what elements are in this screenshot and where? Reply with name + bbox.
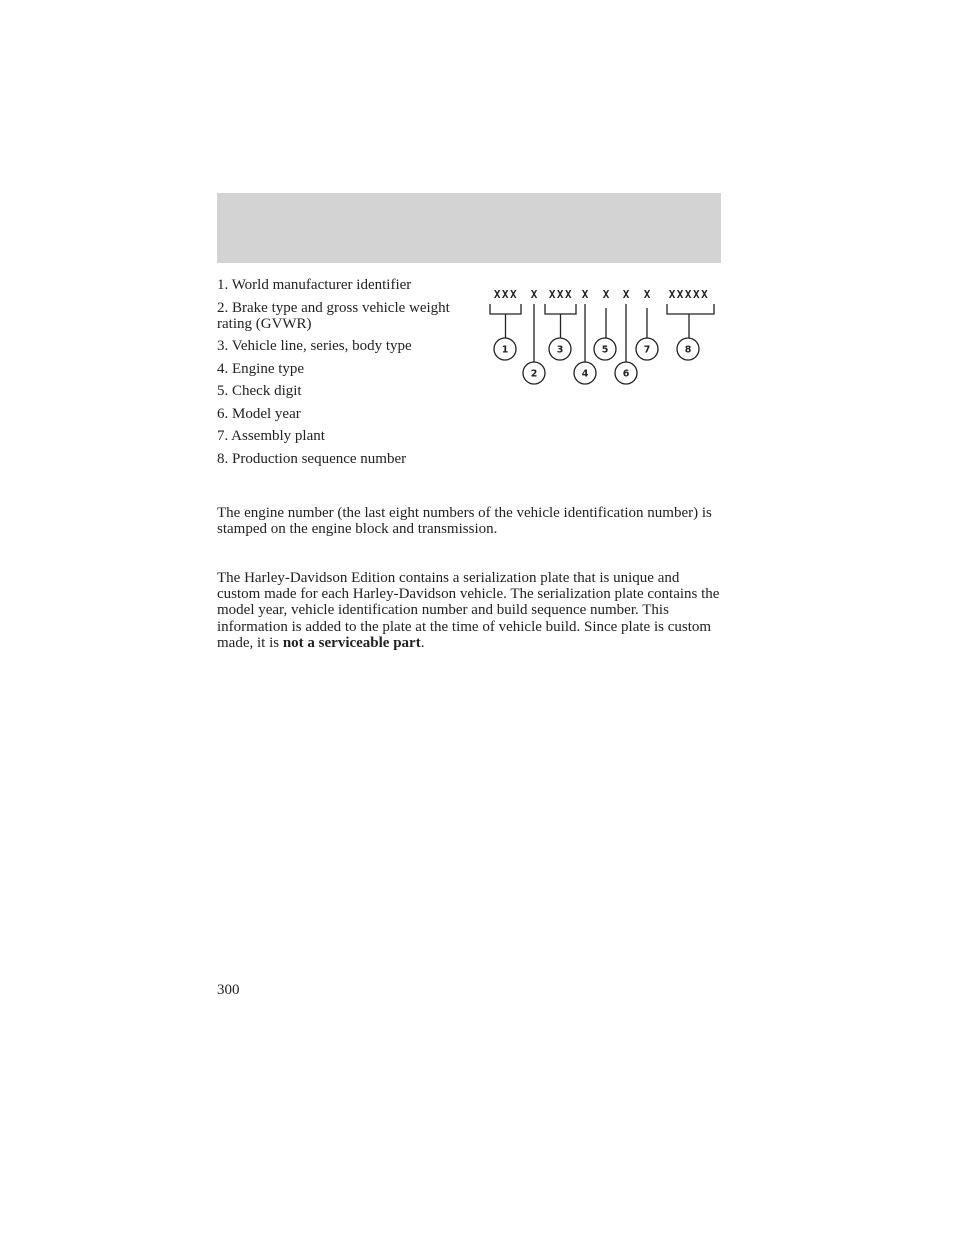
bracket-8 [667, 304, 714, 338]
bracket-1 [490, 304, 521, 338]
vin-group-5: X [602, 288, 610, 301]
legend-item: 4. Engine type [217, 360, 305, 377]
vin-group-8: XXXXX [668, 288, 710, 301]
callout-number-1: 1 [501, 344, 509, 356]
vin-group-1: XXX [493, 288, 519, 301]
engine-number-text: The engine number (the last eight numbers of the vehicle identification number) is stamped on the engine block and transmission. [217, 505, 712, 538]
serialization-plate-text: The Harley-Davidson Edition contains a serialization plate that is unique and custom made for each Harley-Davidson vehicle. The serialization plate contains the model year, vehicle identification number and build sequence number. This information is added to the plate at the time of vehicle build. Since plate is custom made, it is [217, 570, 720, 651]
callout-number-2: 2 [530, 368, 538, 380]
legend-item: 2. Brake type and gross vehicle weight rating (GVWR) [217, 299, 450, 332]
callout-number-7: 7 [643, 344, 651, 356]
serialization-plate-paragraph [217, 570, 722, 651]
vin-group-7: X [643, 288, 651, 301]
serialization-plate-bold-text: not a serviceable part [282, 634, 421, 651]
callout-number-4: 4 [581, 368, 589, 380]
section-header-band [217, 193, 721, 263]
serialization-plate-end: . [420, 634, 425, 651]
legend-item: 3. Vehicle line, series, body type [217, 338, 412, 354]
callout-number-3: 3 [556, 344, 564, 356]
vin-group-6: X [622, 288, 630, 301]
legend-item: 7. Assembly plant [217, 428, 325, 444]
vin-group-4: X [581, 288, 589, 301]
callout-number-8: 8 [684, 344, 692, 356]
vin-group-2: X [530, 288, 538, 301]
legend-item: 8. Production sequence number [217, 450, 407, 467]
vin-diagram [480, 280, 725, 390]
bracket-3 [545, 304, 576, 338]
engine-number-paragraph [217, 505, 722, 537]
vin-group-3: XXX [548, 288, 574, 301]
vin-legend-list [217, 277, 457, 473]
page-number: 300 [217, 982, 240, 998]
legend-item: 6. Model year [217, 405, 301, 422]
callout-number-6: 6 [622, 368, 630, 380]
legend-item: 1. World manufacturer identifier [217, 277, 412, 293]
callout-number-5: 5 [601, 344, 609, 356]
legend-item: 5. Check digit [217, 383, 302, 399]
